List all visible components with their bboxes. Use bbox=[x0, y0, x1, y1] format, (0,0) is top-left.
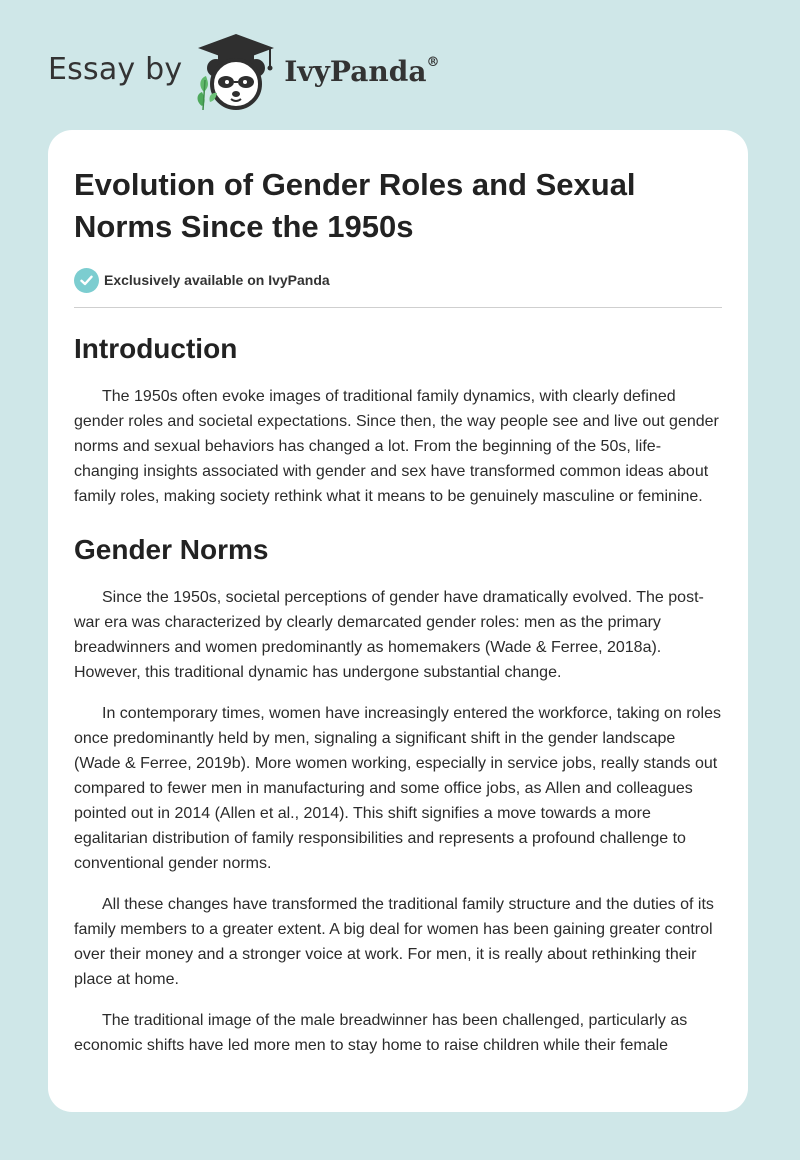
paragraph: In contemporary times, women have increasingly entered the workforce, taking on roles once predominantly held by men, signaling a significant shift in the gender landscape (Wade & Ferree, 2019b). More women working, especially in service jobs, really stands out compared to fewer men in manufacturing and some office jobs, as Allen and colleagues pointed out in 2014 (Allen et al., 2014). This shift signifies a move towards a more egalitarian distribution of family responsibilities and represents a profound challenge to conventional gender norms. bbox=[74, 705, 721, 872]
section-heading: Introduction bbox=[74, 333, 238, 364]
registered-mark: ® bbox=[426, 55, 440, 71]
paragraph: The 1950s often evoke images of traditional family dynamics, with clearly defined gender roles and societal expectations. Since then, the way people see and live out gender norms and sexual behaviors has changed a lot. From the beginning of the 50s, life-changing insights associated with gender and sex have transformed common ideas about family roles, making society rethink what it means to be genuinely masculine or feminine. bbox=[74, 388, 719, 505]
check-icon bbox=[74, 268, 99, 293]
paragraph: All these changes have transformed the traditional family structure and the duties of its family members to a greater extent. A big deal for women has been gaining greater control over their money and a stronger voice at work. For men, it is really about rethinking their place at home. bbox=[74, 896, 714, 988]
panda-graduate-logo-icon[interactable] bbox=[190, 32, 282, 112]
site-header bbox=[48, 32, 439, 112]
essay-by-label: Essay by bbox=[48, 51, 183, 87]
brand-name-text: IvyPanda bbox=[284, 54, 427, 88]
essay-card bbox=[48, 130, 748, 1112]
section-heading: Gender Norms bbox=[74, 534, 269, 565]
exclusive-badge bbox=[74, 266, 722, 294]
section-introduction bbox=[74, 332, 722, 509]
exclusive-label: Exclusively available on IvyPanda bbox=[104, 272, 330, 288]
brand-name bbox=[284, 55, 439, 88]
paragraph: Since the 1950s, societal perceptions of gender have dramatically evolved. The post-war era was characterized by clearly demarcated gender roles: men as the primary breadwinners and women predominantly as homemakers (Wade & Ferree, 2018a). However, this traditional dynamic has undergone substantial change. bbox=[74, 589, 704, 681]
divider bbox=[74, 307, 722, 308]
paragraph: The traditional image of the male breadwinner has been challenged, particularly as economic shifts have led more men to stay home to raise children while their female bbox=[74, 1012, 688, 1054]
essay-title: Evolution of Gender Roles and Sexual Norms Since the 1950s bbox=[74, 167, 636, 244]
section-gender-norms bbox=[74, 533, 722, 1058]
